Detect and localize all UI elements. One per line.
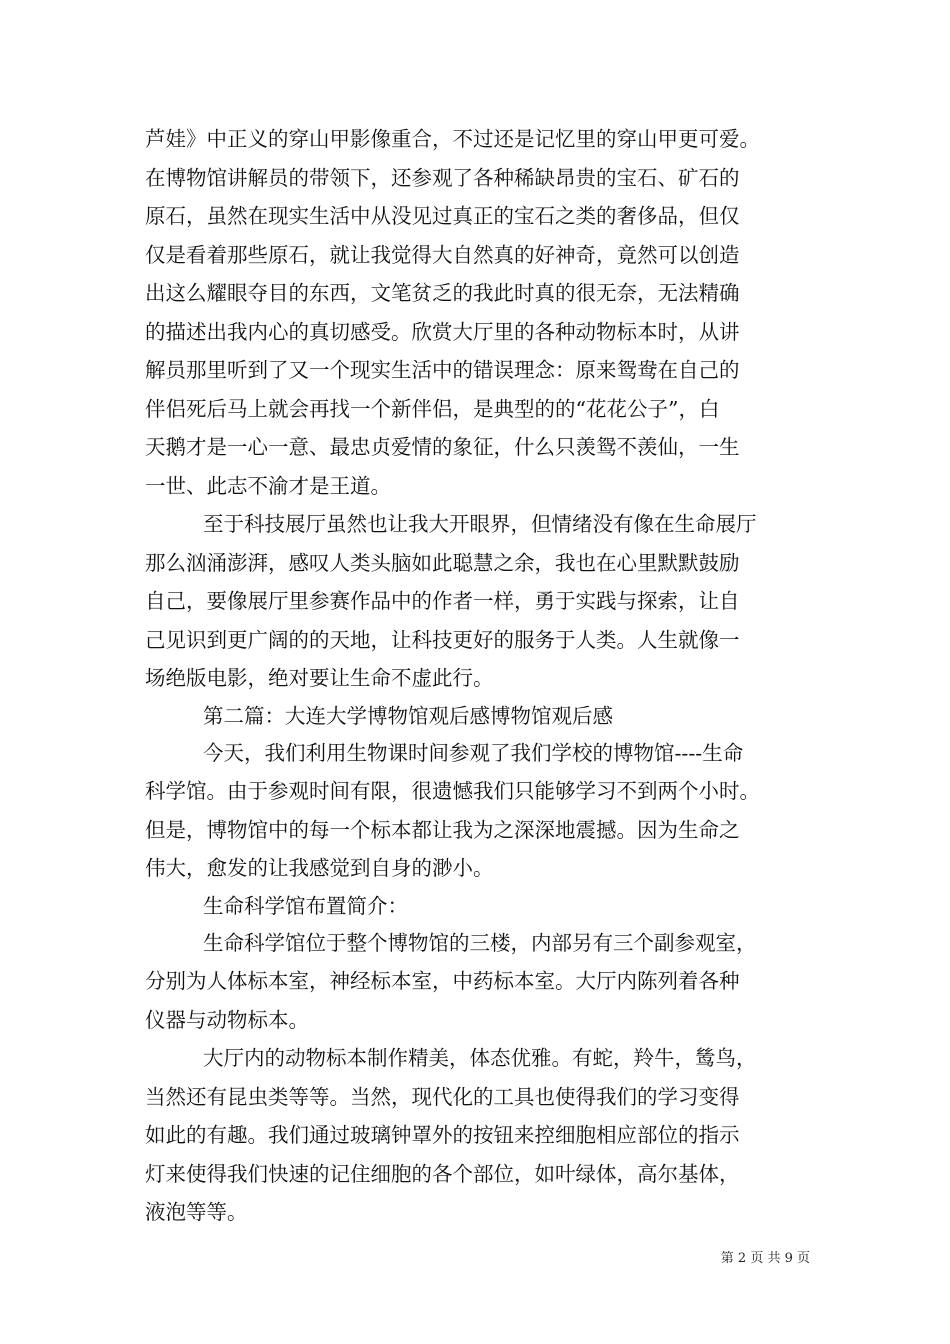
text-line: 一世、此志不渝才是王道。 — [145, 473, 391, 498]
text-line: 大厅内的动物标本制作精美，体态优雅。有蛇，羚牛，鸶鸟， — [203, 1046, 757, 1070]
text-line: 当然还有昆虫类等等。当然，现代化的工具也使得我们的学习变得 — [145, 1084, 740, 1109]
text-line: 解员那里听到了又一个现实生活中的错误理念：原来鸳鸯在自己的 — [145, 358, 740, 382]
text-line: 天鹅才是一心一意、最忠贞爱情的象征，什么只羡鸳不羡仙，一生 — [145, 435, 740, 459]
text-line: 今天，我们利用生物课时间参观了我们学校的博物馆----生命 — [203, 740, 744, 765]
text-line: 己见识到更广阔的的天地，让科技更好的服务于人类。人生就像一 — [145, 627, 740, 652]
text-line: 仪器与动物标本。 — [145, 1007, 309, 1032]
text-line: 分别为人体标本室，神经标本室，中药标本室。大厅内陈列着各种 — [145, 969, 740, 993]
page-number: 第 2 页 共 9 页 — [720, 1251, 810, 1266]
text-line: 出这么耀眼夺目的东西，文笔贫乏的我此时真的很无奈，无法精确 — [145, 281, 740, 305]
text-line: 芦娃》中正义的穿山甲影像重合，不过还是记忆里的穿山甲更可爱。 — [145, 127, 760, 151]
text-line: 科学馆。由于参观时间有限，很遗憾我们只能够学习不到两个小时。 — [145, 779, 760, 803]
text-line: 液泡等等。 — [145, 1200, 248, 1224]
section-heading: 第二篇：大连大学博物馆观后感博物馆观后感 — [203, 703, 613, 728]
text-line: 伴侣死后马上就会再找一个新伴侣，是典型的的“花花公子”，白 — [145, 396, 720, 421]
text-line: 的描述出我内心的真切感受。欣赏大厅里的各种动物标本时，从讲 — [145, 319, 740, 344]
text-line: 如此的有趣。我们通过玻璃钟罩外的按钮来控细胞相应部位的指示 — [145, 1123, 740, 1147]
text-line: 仅是看着那些原石，就让我觉得大自然真的好神奇，竟然可以创造 — [145, 242, 740, 267]
text-line: 场绝版电影，绝对要让生命不虚此行。 — [145, 666, 494, 690]
text-line: 至于科技展厅虽然也让我大开眼界，但情绪没有像在生命展厅 — [203, 512, 757, 536]
document-body — [145, 120, 810, 1232]
text-line: 那么汹涌澎湃，感叹人类头脑如此聪慧之余，我也在心里默默鼓励 — [145, 550, 740, 575]
text-line: 但是，博物馆中的每一个标本都让我为之深深地震撼。因为生命之 — [145, 817, 740, 842]
text-line: 自己，要像展厅里参赛作品中的作者一样，勇于实践与探索，让自 — [145, 589, 740, 613]
text-line: 伟大，愈发的让我感觉到自身的渺小。 — [145, 856, 494, 880]
text-line: 生命科学馆位于整个博物馆的三楼，内部另有三个副参观室， — [203, 930, 757, 955]
text-line: 灯来使得我们快速的记住细胞的各个部位，如叶绿体，高尔基体， — [145, 1161, 740, 1186]
text-line: 在博物馆讲解员的带领下，还参观了各种稀缺昂贵的宝石、矿石的 — [145, 165, 740, 190]
text-line: 原石，虽然在现实生活中从没见过真正的宝石之类的奢侈品，但仅 — [145, 204, 740, 228]
section-heading: 生命科学馆布置简介： — [203, 893, 408, 918]
